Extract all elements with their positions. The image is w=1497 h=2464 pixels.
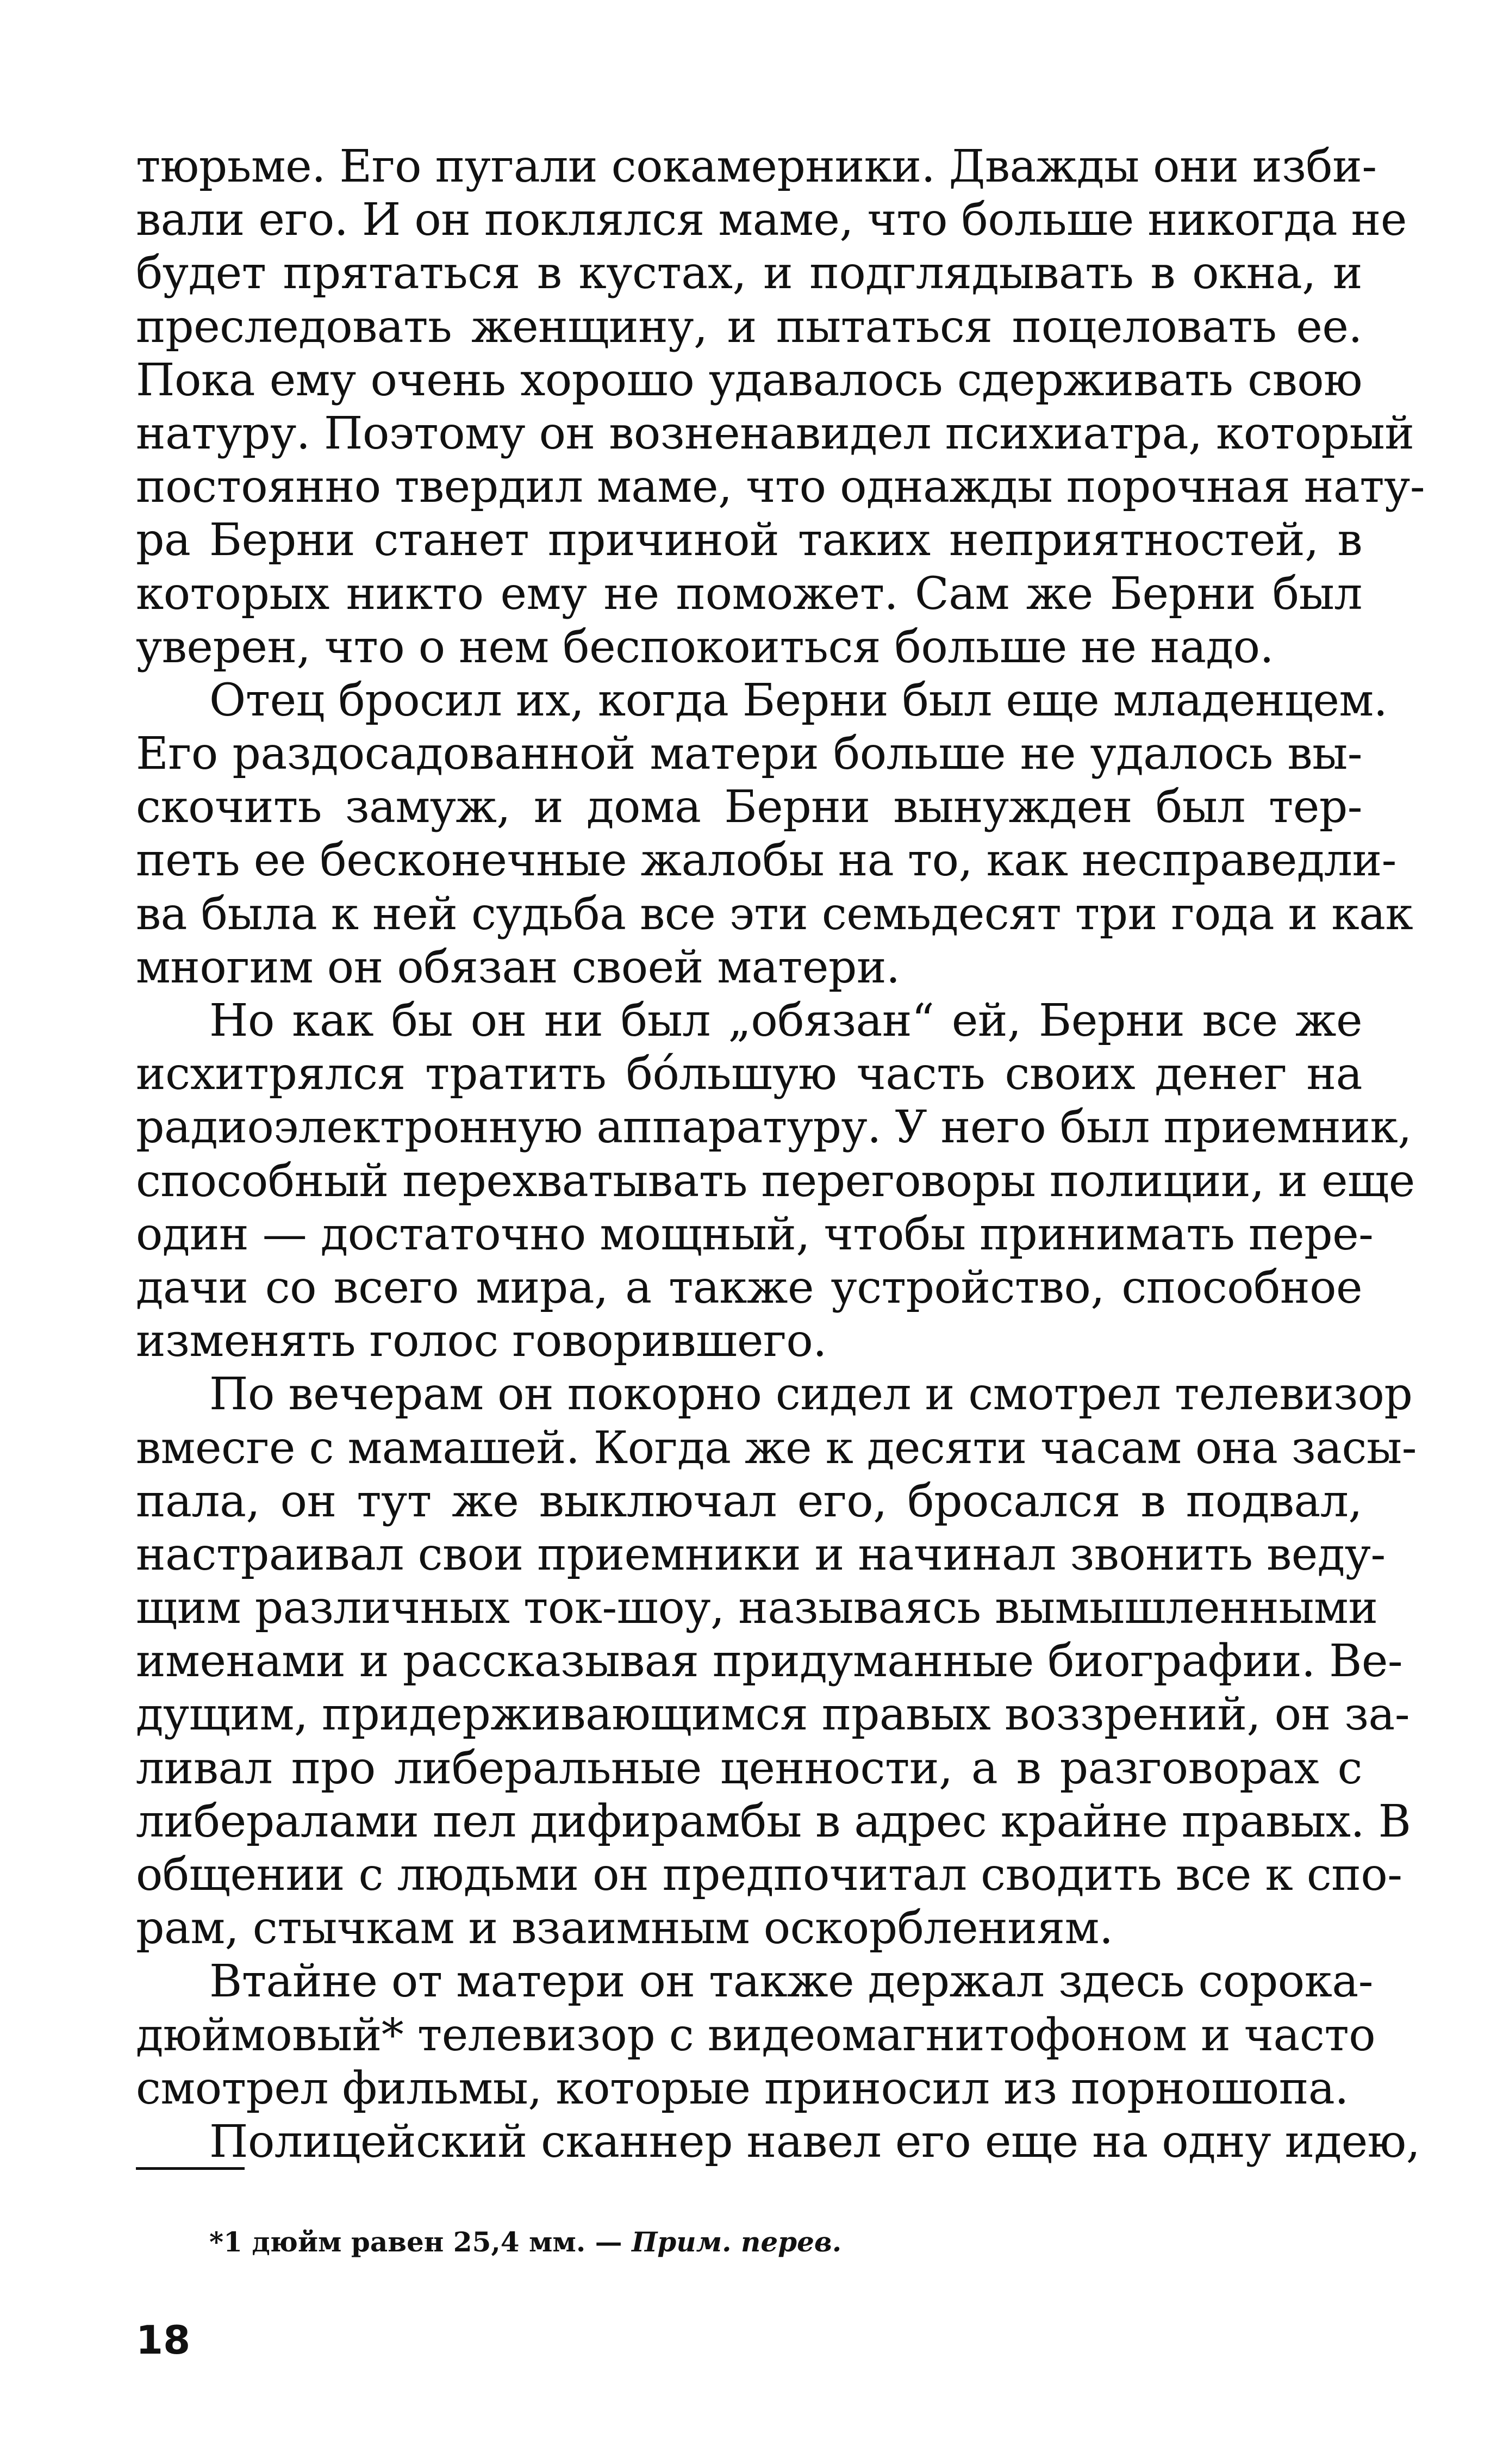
text-line: По вечерам он покорно сидел и смотрел телевизор — [209, 1368, 1413, 1421]
footnote-translator-note: Прим. перев. — [632, 2226, 842, 2258]
text-line: радиоэлектронную аппаратуру. У него был приемник, — [136, 1102, 1412, 1154]
text-line: дущим, придерживающимся правых воззрений, он за- — [136, 1689, 1410, 1741]
text-line: Отец бросил их, когда Берни был еще младенцем. — [209, 674, 1388, 726]
text-line: изменять голос говорившего. — [136, 1315, 827, 1367]
text-line: один — достаточно мощный, чтобы принимать пере- — [136, 1208, 1374, 1260]
text-line: Но как бы он ни был „обязан“ ей, Берни все же — [209, 995, 1362, 1047]
text-line: которых никто ему не поможет. Сам же Берни был — [136, 568, 1362, 620]
text-line: способный перехватывать переговоры полиции, и еще — [136, 1155, 1415, 1207]
text-line: будет прятаться в кустах, и подглядывать в окна, и — [136, 247, 1362, 300]
text-line: тюрьме. Его пугали сокамерники. Дважды они изби- — [136, 141, 1377, 192]
text-line: рам, стычкам и взаимным оскорблениям. — [136, 1902, 1113, 1955]
text-line: ра Берни станет причиной таких неприятностей, в — [136, 514, 1362, 567]
text-line: Полицейский сканнер навел его еще на одну идею, — [209, 2115, 1420, 2168]
footnote — [209, 2226, 841, 2258]
text-line: общении с людьми он предпочитал сводить все к спо- — [136, 1849, 1402, 1901]
text-line: скочить замуж, и дома Берни вынужден был тер- — [136, 781, 1362, 833]
text-line: ливал про либеральные ценности, а в разговорах с — [136, 1742, 1362, 1794]
text-line: постоянно твердил маме, что однажды порочная нату- — [136, 461, 1425, 513]
text-line: пала, он тут же выключал его, бросался в подвал, — [136, 1475, 1362, 1527]
text-line: многим он обязан своей матери. — [136, 941, 900, 993]
footnote-text: *1 дюйм равен 25,4 мм. — — [209, 2226, 632, 2258]
text-line: именами и рассказывая придуманные биографии. Ве- — [136, 1635, 1403, 1688]
text-line: дюймовый* телевизор с видеомагнитофоном и часто — [136, 2009, 1376, 2061]
body-text — [136, 140, 1425, 2169]
text-line: либералами пел дифирамбы в адрес крайне правых. В — [136, 1795, 1411, 1847]
text-line: Его раздосадованной матери больше не удалось вы- — [136, 728, 1362, 780]
footnote-divider — [136, 2167, 245, 2170]
page-number: 18 — [136, 2317, 191, 2363]
text-line: ва была к ней судьба все эти семьдесят три года и как — [136, 888, 1413, 940]
text-line: Пока ему очень хорошо удавалось сдерживать свою — [136, 354, 1362, 406]
text-line: вали его. И он поклялся маме, что больше никогда не — [136, 194, 1407, 246]
text-line: щим различных ток-шоу, называясь вымышленными — [136, 1582, 1378, 1634]
text-line: петь ее бесконечные жалобы на то, как несправедли- — [136, 835, 1396, 887]
text-line: Втайне от матери он также держал здесь сорока- — [209, 1956, 1373, 2008]
text-line: настраивал свои приемники и начинал звонить веду- — [136, 1528, 1386, 1581]
text-line: дачи со всего мира, а также устройство, способное — [136, 1261, 1362, 1314]
text-line: вмесге с мамашей. Когда же к десяти часам она засы- — [136, 1422, 1417, 1474]
text-line: уверен, что о нем беспокоиться больше не надо. — [136, 621, 1274, 673]
text-line: преследовать женщину, и пытаться поцеловать ее. — [136, 301, 1362, 353]
text-line: натуру. Поэтому он возненавидел психиатра, который — [136, 407, 1414, 459]
text-line: исхитрялся тратить бо́льшую часть своих денег на — [136, 1048, 1362, 1100]
text-line: смотрел фильмы, которые приносил из порношопа. — [136, 2062, 1349, 2114]
